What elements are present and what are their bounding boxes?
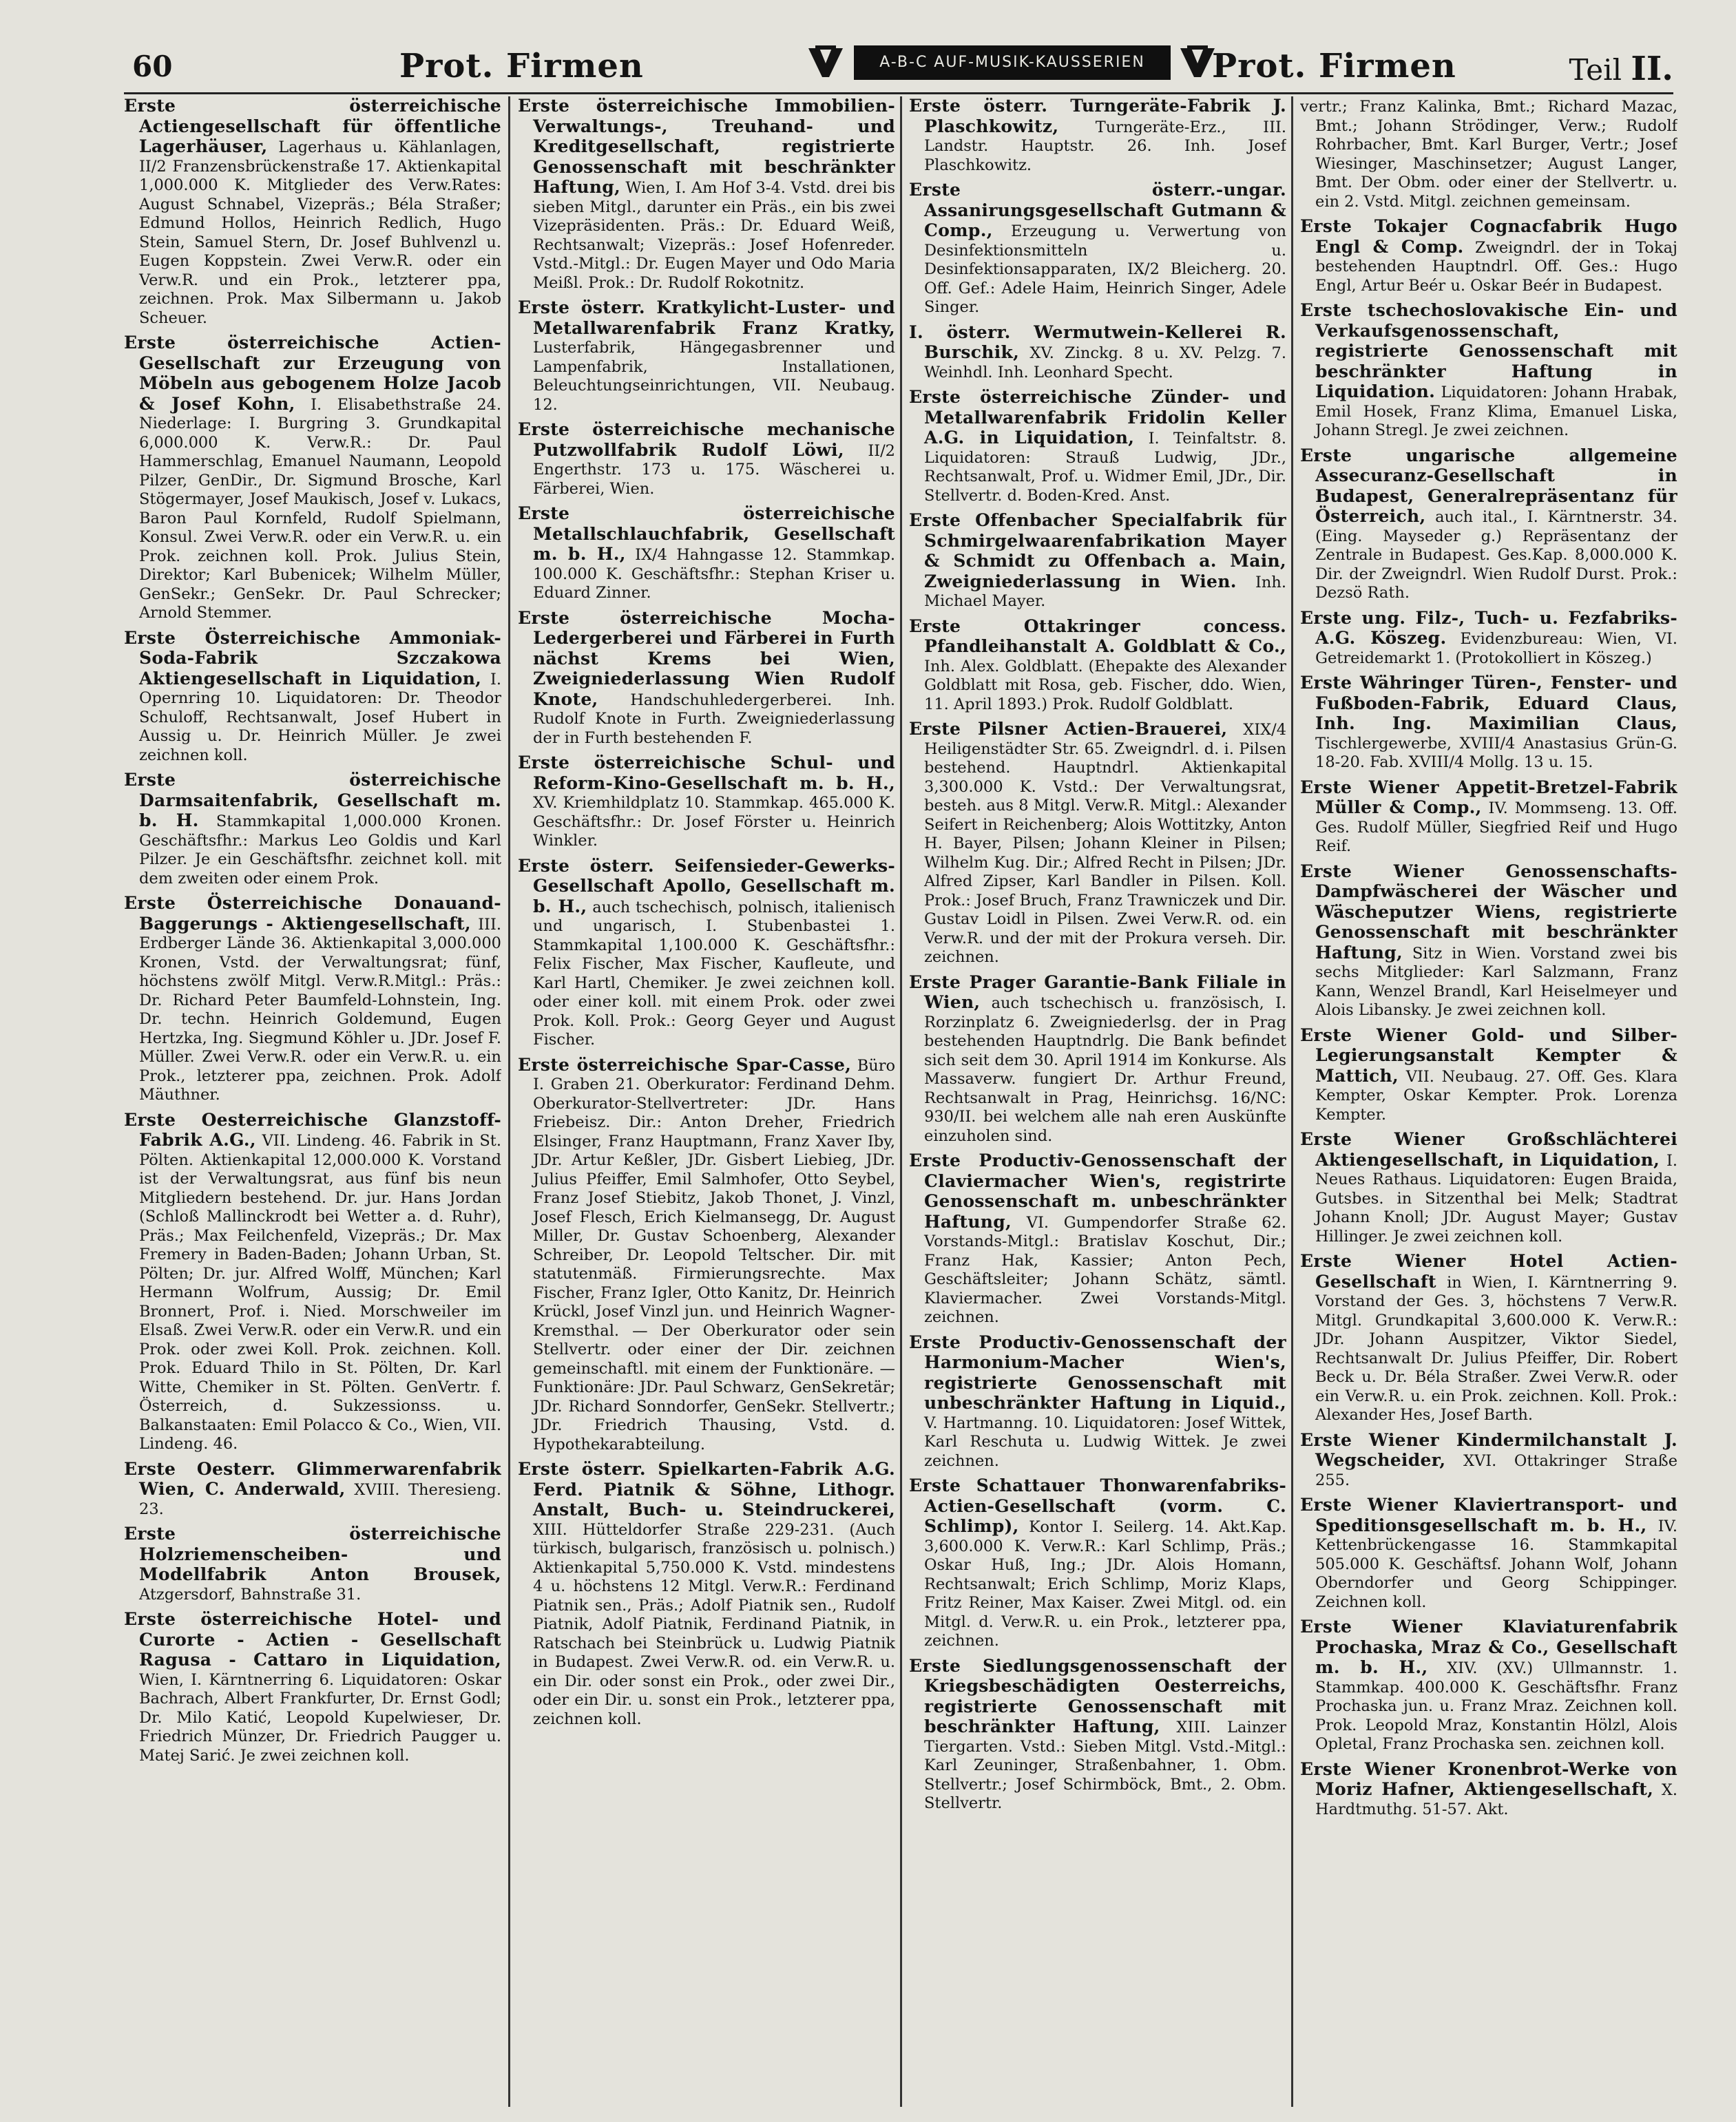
firm-entry <box>518 857 895 1050</box>
page-header <box>124 36 1673 91</box>
firm-details: III. Erdberger Lände 36. Aktienkapital 3,000.000 Kronen, Vstd. der Verwaltungsrat; fünf, höchstens zwölf Mitgl. Verw.R.Mitgl.: Präs.: Dr. Richard Peter Baumfeld-Lohnstein, Ing. Dr. techn. Heinrich Goldemund, Eugen Hertzka, Ing. Siegmund Köhler u. JDr. Josef F. Müller. Zwei Verw.R. oder ein Verw.R. u. ein Prok., letzterer ppa, zeichnen. Prok. Adolf Mäuthner. <box>139 915 501 1104</box>
firm-details: vertr.; Franz Kalinka, Bmt.; Richard Mazac, Bmt.; Johann Strödinger, Verw.; Rudolf Rohrbacher, Bmt. Karl Burger, Vertr.; Josef Wiesinger, Maschinsetzer; August Langer, Bmt. Der Obm. oder einer der Stellvertr. u. ein 2. Vstd. Mitgl. zeichnen gemeinsam. <box>1300 98 1677 211</box>
firm-entry <box>1300 446 1677 603</box>
firm-entry <box>518 1055 895 1455</box>
firm-details: Atzgersdorf, Bahnstraße 31. <box>139 1585 362 1604</box>
firm-name: Erste Pilsner Actien-Brauerei, <box>909 719 1228 739</box>
firm-details: Zweigndrl. der in Tokaj bestehenden Hauptndrl. Off. Ges.: Hugo Engl, Artur Beér u. Oskar Beér in Budapest. <box>1315 238 1677 295</box>
firm-entry <box>124 333 501 623</box>
firm-name: Erste Schattauer Thonwarenfabriks-Actien-Gesellschaft (vorm. C. Schlimp), <box>909 1475 1286 1536</box>
firm-details: Handschuhledergerberei. Inh. Rudolf Knote in Furth. Zweigniederlassung der in Furth bestehenden F. <box>533 691 895 747</box>
firm-entry <box>1300 862 1677 1020</box>
firm-name: Erste österreichische Metallschlauchfabrik, Gesellschaft m. b. H., <box>518 503 895 564</box>
firm-name: Erste österr. Spielkarten-Fabrik A.G. Ferd. Piatnik & Söhne, Lithogr. Anstalt, Buch- u. Steindruckerei, <box>518 1459 895 1520</box>
firm-details: Büro I. Graben 21. Oberkurator: Ferdinand Dehm. Oberkurator-Stellvertreter: JDr. Hans Friebeisz. Dir.: Anton Dreher, Friedrich Elsinger, Franz Hauptmann, Franz Xaver Iby, JDr. Artur Keßler, JDr. Gisbert Liebieg, JDr. Julius Pfeiffer, Emil Salmhofer, Otto Seybel, Franz Josef Stiebitz, Jakob Thonet, J. Vinzl, Josef Flesch, Erich Kielmansegg, Dr. August Miller, Dr. Gustav Schoenberg, Alexander Schreiber, Dr. Leopold Teltscher. Dir. mit statutenmäß. Firmierungsrechte. Max Fischer, Franz Igler, Otto Kanitz, Dr. Heinrich Krückl, Josef Vinzl jun. und Heinrich Wagner-Kremsthal. — Der Oberkurator oder sein Stellvertr. oder einer der Dir. zeichnen gemeinschaftl. mit einem der Funktionäre. — Funktionäre: JDr. Paul Schwarz, GenSekretär; JDr. Richard Sonndorfer, GenSekr. Stellvertr.; JDr. Friedrich Thausing, Vstd. d. Hypothekarabteilung. <box>533 1056 895 1453</box>
firm-details: VI. Gumpendorfer Straße 62. Vorstands-Mitgl.: Bratislav Koschut, Dir.; Franz Hak, Kassier; Anton Pech, Geschäftsleiter; Johann Schätz, sämtl. Klaviermacher. Zwei Vorstands-Mitgl. zeichnen. <box>924 1213 1286 1326</box>
firm-entry <box>1300 1495 1677 1612</box>
firm-name: Erste tschechoslovakische Ein- und Verkaufsgenossenschaft, registrierte Genossenschaft mit beschränkter Haftung in Liquidation. <box>1300 300 1677 401</box>
firm-entry <box>518 609 895 748</box>
firm-name: Erste Productiv-Genossenschaft der Claviermacher Wien's, registrirte Genossenschaft m. unbeschränkter Haftung, <box>909 1151 1286 1232</box>
firm-name: Erste österreichische Schul- und Reform-Kino-Gesellschaft m. b. H., <box>518 753 895 793</box>
firm-name: Erste Wiener Kronenbrot-Werke von Moriz Hafner, Aktiengesellschaft, <box>1300 1758 1677 1799</box>
firm-name: Erste Tokajer Cognacfabrik Hugo Engl & Comp. <box>1300 216 1677 257</box>
firm-entry <box>1300 96 1677 211</box>
firm-details: Sitz in Wien. Vorstand zwei bis sechs Mitglieder: Karl Salzmann, Franz Kann, Wenzel Brandl, Karl Heiselmeyer und Alois Libansky. Je zwei zeichnen koll. <box>1315 944 1677 1019</box>
firm-name: Erste Wiener Kindermilchanstalt J. Wegscheider, <box>1300 1429 1677 1470</box>
firm-entry <box>909 96 1286 175</box>
firm-entry <box>518 1460 895 1729</box>
firm-details: Wien, I. Am Hof 3-4. Vstd. drei bis sieben Mitgl., darunter ein Präs., ein bis zwei Vizepräsidenten. Präs.: Dr. Eduard Weiß, Rechtsanwalt; Vizepräs.: Josef Hofenreder. Vstd.-Mitgl.: Dr. Eugen Mayer und Odo Maria Meißl. Prok.: Dr. Rudolf Rokotnitz. <box>533 179 895 292</box>
firm-name: I. österr. Wermutwein-Kellerei R. Burschik, <box>909 322 1286 362</box>
firm-entry <box>909 1151 1286 1327</box>
firm-entry <box>518 96 895 293</box>
firm-entry <box>1300 1760 1677 1820</box>
firm-name: Erste österreichische Actiengesellschaft für öffentliche Lagerhäuser, <box>124 96 501 156</box>
firm-entry <box>909 388 1286 505</box>
column-divider <box>900 96 902 2107</box>
firm-details: I. Neues Rathaus. Liquidatoren: Eugen Braida, Gutsbes. in Sitzenthal bei Melk; Stadtrat Johann Knoll; JDr. August Mayer; Gustav Hillinger. Je zwei zeichnen koll. <box>1315 1151 1677 1246</box>
firm-details: Erzeugung u. Verwertung von Desinfektionsmitteln u. Desinfektionsapparaten, IX/2 Bleicherg. 20. Off. Gef.: Adele Haim, Heinrich Singer, Adele Singer. <box>924 222 1286 316</box>
firm-name: Erste Wiener Großschlächterei Aktiengesellschaft, in Liquidation, <box>1300 1129 1677 1170</box>
firm-entry <box>1300 1431 1677 1491</box>
firm-entry <box>909 1476 1286 1651</box>
firm-name: Erste Oesterreichische Glanzstoff-Fabrik A.G., <box>124 1109 501 1150</box>
firm-entry <box>909 180 1286 317</box>
firm-name: Erste österreichische Spar-Casse, <box>518 1054 852 1075</box>
firm-details: IV. Mommseng. 13. Off. Ges. Rudolf Müller, Siegfried Reif und Hugo Reif. <box>1315 799 1677 855</box>
firm-entry <box>1300 778 1677 857</box>
firm-entry <box>124 1460 501 1520</box>
firm-entry <box>124 1111 501 1454</box>
part-label: Teil <box>1569 53 1622 87</box>
firm-entry <box>1300 1252 1677 1425</box>
firm-details: VII. Lindeng. 46. Fabrik in St. Pölten. Aktienkapital 12,000.000 K. Vorstand ist der Verwaltungsrat, aus fünf bis neun Mitgliedern bestehend. Dr. jur. Hans Jordan (Schloß Mallinckrodt bei Wetter a. d. Ruhr), Präs.; Max Feilchenfeld, Vizepräs.; Dr. Max Fremery in Baden-Baden; Johann Urban, St. Pölten; Dr. jur. Alfred Wolff, München; Karl Hermann Wolfrum, Aussig; Dr. Emil Bronnert, Prof. i. Nied. Morschweiler im Elsaß. Zwei Verw.R. oder ein Verw.R. und ein Prok. oder zwei Koll. Prok. zeichnen. Koll. Prok. Eduard Thilo in St. Pölten, Dr. Karl Witte, Chemiker in St. Pölten. GenVertr. f. Österreich, d. Sukzessionss. u. Balkanstaaten: Emil Polacco & Co., Wien, VII. Lindeng. 46. <box>139 1132 501 1453</box>
firm-details: Lusterfabrik, Hängegasbrenner und Lampenfabrik, Installationen, Beleuchtungseinrichtungen, VII. Neubaug. 12. <box>533 339 895 414</box>
firm-name: Erste Österreichische Ammoniak-Soda-Fabrik Szczakowa Aktiengesellschaft in Liquidation, <box>124 627 501 689</box>
firm-details: VII. Neubaug. 27. Off. Ges. Klara Kempter, Oskar Kempter. Prok. Lorenza Kempter. <box>1315 1067 1677 1124</box>
firm-entry <box>1300 217 1677 295</box>
firm-name: Erste österr.-ungar. Assanirungsgesellschaft Gutmann & Comp., <box>909 180 1286 240</box>
firm-name: Erste österreichische Actien-Gesellschaft zur Erzeugung von Möbeln aus gebogenem Holze Jacob & Josef Kohn, <box>124 333 501 414</box>
header-rule <box>124 92 1673 94</box>
page-number: 60 <box>132 50 173 83</box>
firm-name: Erste österreichische Mocha-Ledergerberei und Färberei in Furth nächst Krems bei Wien, Zweigniederlassung Wien Rudolf Knote, <box>518 607 895 709</box>
firm-name: Erste Währinger Türen-, Fenster- und Fußboden-Fabrik, Eduard Claus, Inh. Ing. Maximilian Claus, <box>1300 673 1677 733</box>
firm-entry <box>909 719 1286 967</box>
firm-entry <box>909 617 1286 715</box>
firm-entry <box>124 770 501 888</box>
firm-entry <box>909 973 1286 1146</box>
firm-name: Erste österreichische Darmsaitenfabrik, Gesellschaft m. b. H. <box>124 770 501 830</box>
firm-entry <box>909 1657 1286 1814</box>
firm-entry <box>909 511 1286 611</box>
firm-details: I. Teinfaltstr. 8. Liquidatoren: Strauß Ludwig, JDr., Rechtsanwalt, Prof. u. Widmer Emil, JDr., Dir. Stellvertr. d. Boden-Kred. Anst. <box>924 430 1286 505</box>
firm-details: XIII. Lainzer Tiergarten. Vstd.: Sieben Mitgl. Vstd.-Mitgl.: Karl Zeuninger, Straßenbahner, 1. Obm. Stellvertr.; Josef Schirmböck, Bmt., 2. Obm. Stellvertr. <box>924 1719 1286 1812</box>
firm-name: Erste Siedlungsgenossenschaft der Kriegsbeschädigten Oesterreichs, registrierte Genossenschaft mit beschränkter Haftung, <box>909 1655 1286 1736</box>
firm-name: Erste österreichische Holzriemenscheiben- und Modellfabrik Anton Brousek, <box>124 1524 501 1584</box>
firm-name: Erste Wiener Klaviertransport- und Speditionsgesellschaft m. b. H., <box>1300 1495 1677 1535</box>
firm-entry <box>1300 609 1677 669</box>
firm-entry <box>909 1333 1286 1471</box>
firm-name: Erste ung. Filz-, Tuch- u. Fezfabriks-A.G. Köszeg. <box>1300 607 1677 648</box>
firm-details: I. Elisabethstraße 24. Niederlage: I. Burgring 3. Grundkapital 6,000.000 K. Verw.R.: Dr. Paul Hammerschlag, Emanuel Naumann, Leopold Pilzer, GenDir., Dr. Sigmund Brosche, Karl Stögermayer, Josef Maukisch, Josef v. Lukacs, Baron Paul Kornfeld, Rudolf Spielmann, Konsul. Zwei Verw.R. oder ein Verw.R. u. ein Prok. zeichnen koll. Prok. Julius Stein, Direktor; Karl Bubenicek; Wilhelm Müller, GenSekr.; GenSekr. Dr. Paul Schrecker; Arnold Stemmer. <box>139 395 501 622</box>
firm-name: Erste Wiener Klaviaturenfabrik Prochaska, Mraz & Co., Gesellschaft m. b. H., <box>1300 1617 1677 1677</box>
firm-details: XVIII. Theresieng. 23. <box>139 1481 501 1518</box>
firm-name: Erste österr. Kratkylicht-Luster- und Metallwarenfabrik Franz Kratky, <box>518 297 895 338</box>
firm-name: Erste Prager Garantie-Bank Filiale in Wien, <box>909 971 1286 1012</box>
firm-name: Erste Wiener Genossenschafts-Dampfwäscherei der Wäscher und Wäscheputzer Wiens, registrierte Genossenschaft mit beschränkter Haftung, <box>1300 861 1677 963</box>
publisher-emblem-left <box>806 43 846 83</box>
firm-entry <box>518 504 895 603</box>
firm-entry <box>1300 1026 1677 1125</box>
firm-entry <box>124 96 501 328</box>
firm-entry <box>909 323 1286 383</box>
firm-details: Liquidatoren: Johann Hrabak, Emil Hosek, Franz Klima, Emanuel Liska, Johann Stregl. Je zwei zeichnen. <box>1315 384 1677 439</box>
firm-details: II/2 Engerthstr. 173 u. 175. Wäscherei u. Färberei, Wien. <box>533 441 895 498</box>
firm-details: XIX/4 Heiligenstädter Str. 65. Zweigndrl. d. i. Pilsen bestehend. Hauptndrl. Aktienkapital 3,300.000 K. Vstd.: Der Verwaltungsrat, besteh. aus 8 Mitgl. Verw.R. Mitgl.: Alexander Seifert in Reichenberg; Alois Wottitzky, Anton H. Bayer, Pilsen; Johann Kleiner in Pilsen; Wilhelm Kug. Dir.; Alfred Recht in Pilsen; JDr. Alfred Zipser, Karl Bandler in Pilsen. Koll. Prok.: Josef Bruch, Franz Trawniczek und Dir. Gustav Loidl in Pilsen. Zwei Verw.R. od. ein Verw.R. und der mit der Prokura verseh. Dir. zeichnen. <box>924 721 1286 966</box>
firm-entry <box>1300 1617 1677 1754</box>
firm-details: auch ital., I. Kärntnerstr. 34. (Eing. Mayseder g.) Repräsentanz der Zentrale in Budapest. Ges.Kap. 8,000.000 K. Dir. der Zweigndrl. Wien Rudolf Durst. Prok.: Dezsö Rath. <box>1315 508 1677 602</box>
directory-columns <box>124 96 1677 2107</box>
running-title-left: Prot. Firmen <box>399 47 644 85</box>
column-divider <box>1291 96 1293 2107</box>
firm-name: Erste Wiener Hotel Actien-Gesellschaft <box>1300 1251 1677 1292</box>
firm-name: Erste Offenbacher Specialfabrik für Schmirgelwaarenfabrikation Mayer & Schmidt zu Offenbach a. Main, Zweigniederlassung in Wien. <box>909 510 1286 591</box>
column-4 <box>1300 96 1677 2107</box>
column-1 <box>124 96 501 2107</box>
firm-name: Erste österreichische Immobilien-Verwaltungs-, Treuhand- und Kreditgesellschaft, registrierte Genossenschaft mit beschränkter Haftung, <box>518 96 895 197</box>
firm-name: Erste österr. Turngeräte-Fabrik J. Plaschkowitz, <box>909 96 1286 136</box>
firm-entry <box>518 753 895 851</box>
firm-name: Erste Österreichische Donauand-Baggerungs - Aktiengesellschaft, <box>124 893 501 934</box>
firm-details: Inh. Alex. Goldblatt. (Ehepakte des Alexander Goldblatt mit Rosa, geb. Fischer, ddo. Wien, 11. April 1893.) Prok. Rudolf Goldblatt. <box>924 657 1286 713</box>
firm-details: auch tschechisch u. französisch, I. Rorzinplatz 6. Zweigniederlsg. der in Prag bestehenden Hauptndrlg. Die Bank befindet sich seit dem 30. April 1914 im Konkurse. Als Massaverw. fungiert Dr. Arthur Freund, Rechtsanwalt in Prag, Heinrichsg. 16/NC: 930/II. bei welchem alle nah eren Auskünfte einzuholen sind. <box>924 994 1286 1145</box>
firm-entry <box>124 894 501 1105</box>
firm-details: Turngeräte-Erz., III. Landstr. Hauptstr. 26. Inh. Josef Plaschkowitz. <box>924 118 1286 174</box>
firm-details: I. Opernring 10. Liquidatoren: Dr. Theodor Schuloff, Rechtsanwalt, Josef Hubert in Aussig u. Dr. Heinrich Müller. Je zwei zeichnen koll. <box>139 670 501 764</box>
running-title-right: Prot. Firmen <box>1212 47 1456 85</box>
firm-details: XVI. Ottakringer Straße 255. <box>1315 1452 1677 1489</box>
column-divider <box>508 96 510 2107</box>
firm-details: Wien, I. Kärntnerring 6. Liquidatoren: Oskar Bachrach, Albert Frankfurter, Dr. Ernst Godl; Dr. Milo Katić, Leopold Kupelwieser, Dr. Friedrich Münzer, Dr. Friedrich Paugger u. Matej Sarić. Je zwei zeichnen koll. <box>139 1670 501 1765</box>
firm-name: Erste österreichische Zünder- und Metallwarenfabrik Fridolin Keller A.G. in Liquidation, <box>909 387 1286 448</box>
firm-details: X. Hardtmuthg. 51-57. Akt. <box>1315 1781 1677 1818</box>
firm-name: Erste Wiener Gold- und Silber-Legierungsanstalt Kempter & Mattich, <box>1300 1025 1677 1086</box>
firm-details: Tischlergewerbe, XVIII/4 Anastasius Grün-G. 18-20. Fab. XVIII/4 Mollg. 13 u. 15. <box>1315 734 1677 771</box>
firm-entry <box>124 629 501 766</box>
firm-name: Erste Ottakringer concess. Pfandleihanstalt A. Goldblatt & Co., <box>909 616 1286 656</box>
firm-details: V. Hartmanng. 10. Liquidatoren: Josef Wittek, Karl Reschuta u. Ludwig Wittek. Je zwei zeichnen. <box>924 1414 1286 1470</box>
column-3 <box>909 96 1286 2107</box>
firm-entry <box>518 298 895 414</box>
firm-details: Inh. Michael Mayer. <box>924 573 1286 610</box>
firm-details: XIV. (XV.) Ullmannstr. 1. Stammkap. 400.000 K. Geschäftsfhr. Franz Prochaska jun. u. Franz Mraz. Zeichnen koll. Prok. Leopold Mraz, Konstantin Hölzl, Alois Opletal, Franz Prochaska sen. zeichnen koll. <box>1315 1659 1677 1753</box>
publisher-banner: A-B-C AUF-MUSIK-KAUSSERIEN <box>854 45 1171 80</box>
firm-details: auch tschechisch, polnisch, italienisch und ungarisch, I. Stubenbastei 1. Stammkapital 1,100.000 K. Geschäftsfhr.: Felix Fischer, Max Fischer, Kaufleute, und Karl Hartl, Chemiker. Je zwei zeichnen koll. oder einer koll. mit einem Prok. oder zwei Prok. Koll. Prok.: Georg Geyer und August Fischer. <box>533 898 895 1049</box>
part-indicator <box>1569 50 1673 88</box>
firm-entry <box>1300 1130 1677 1246</box>
firm-name: Erste Oesterr. Glimmerwarenfabrik Wien, C. Anderwald, <box>124 1458 501 1499</box>
part-numeral: II. <box>1631 50 1673 88</box>
column-2 <box>518 96 895 2107</box>
firm-details: Kontor I. Seilerg. 14. Akt.Kap. 3,600.000 K. Verw.R.: Karl Schlimp, Präs.; Oskar Huß, Ing.; JDr. Alois Homann, Rechtsanwalt; Erich Schlimp, Moriz Klaps, Fritz Reiner, Max Kaiser. Zwei Mitgl. od. ein Mitgl. d. Verw.R. u. ein Prok., letzterer ppa, zeichnen. <box>924 1518 1286 1650</box>
firm-entry <box>518 420 895 498</box>
firm-name: Erste Wiener Appetit-Bretzel-Fabrik Müller & Comp., <box>1300 777 1677 817</box>
firm-entry <box>124 1610 501 1765</box>
firm-entry <box>1300 301 1677 441</box>
firm-details: IX/4 Hahngasse 12. Stammkap. 100.000 K. Geschäftsfhr.: Stephan Kriser u. Eduard Zinner. <box>533 546 895 602</box>
firm-details: Stammkapital 1,000.000 Kronen. Geschäftsfhr.: Markus Leo Goldis und Karl Pilzer. Je ein Geschäftsfhr. zeichnet koll. mit dem zweiten oder einem Prok. <box>139 812 501 887</box>
firm-details: Evidenzbureau: Wien, VI. Getreidemarkt 1. (Protokolliert in Köszeg.) <box>1315 630 1677 667</box>
firm-name: Erste österreichische mechanische Putzwollfabrik Rudolf Löwi, <box>518 419 895 460</box>
firm-entry <box>124 1524 501 1604</box>
firm-entry <box>1300 673 1677 773</box>
firm-details: in Wien, I. Kärntnerring 9. Vorstand der Ges. 3, höchstens 7 Verw.R. Mitgl. Grundkapital 3,600.000 K. Verw.R.: JDr. Johann Auspitzer, Viktor Siedel, Rechtsanwalt Dr. Julius Pfeiffer, Dir. Robert Beck u. Dr. Béla Straßer. Zwei Verw.R. oder ein Verw.R. u. ein Prok. zeichnen. Koll. Prok.: Alexander Hes, Josef Barth. <box>1315 1273 1677 1424</box>
firm-details: Lagerhaus u. Kählanlagen, II/2 Franzensbrückenstraße 17. Aktienkapital 1,000.000 K. Mitglieder des Verw.Rates: August Schnabel, Vizepräs.; Béla Straßer; Edmund Hollos, Heinrich Redlich, Hugo Stein, Samuel Stern, Dr. Josef Buhlvenzl u. Eugen Koppstein. Zwei Verw.R. oder ein Verw.R. und ein Prok., letzterer ppa, zeichnen. Prok. Max Silbermann u. Jakob Scheuer. <box>139 138 501 327</box>
firm-name: Erste österreichische Hotel- und Curorte - Actien - Gesellschaft Ragusa - Cattaro in Liquidation, <box>124 1609 501 1670</box>
firm-details: XV. Zinckg. 8 u. XV. Pelzg. 7. Weinhdl. Inh. Leonhard Specht. <box>924 344 1286 381</box>
firm-name: Erste österr. Seifensieder-Gewerks-Gesellschaft Apollo, Gesellschaft m. b. H., <box>518 855 895 916</box>
firm-details: IV. Kettenbrückengasse 16. Stammkapital 505.000 K. Geschäftsf. Johann Wolf, Johann Oberndorfer und Georg Schippinger. Zeichnen koll. <box>1315 1517 1677 1611</box>
firm-name: Erste ungarische allgemeine Assecuranz-Gesellschaft in Budapest, Generalrepräsentanz für Österreich, <box>1300 445 1677 526</box>
firm-details: XV. Kriemhildplatz 10. Stammkap. 465.000 K. Geschäftsfhr.: Dr. Josef Förster u. Heinrich Winkler. <box>533 794 895 850</box>
firm-name: Erste Productiv-Genossenschaft der Harmonium-Macher Wien's, registrierte Genossenschaft mit unbeschränkter Haftung in Liquid., <box>909 1332 1286 1413</box>
firm-details: XIII. Hütteldorfer Straße 229-231. (Auch türkisch, bulgarisch, französisch u. polnisch.) Aktienkapital 5,750.000 K. Vstd. mindestens 4 u. höchstens 12 Mitgl. Verw.R.: Ferdinand Piatnik sen., Präs.; Adolf Piatnik sen., Rudolf Piatnik, Adolf Piatnik, Ferdinand Piatnik, in Ratschach bei Steinbrück u. Ludwig Piatnik in Budapest. Zwei Verw.R. od. ein Verw.R. u. ein Dir. oder sonst ein Prok., oder zwei Dir., oder ein Dir. u. sonst ein Prok., letzterer ppa, zeichnen koll. <box>533 1520 895 1728</box>
